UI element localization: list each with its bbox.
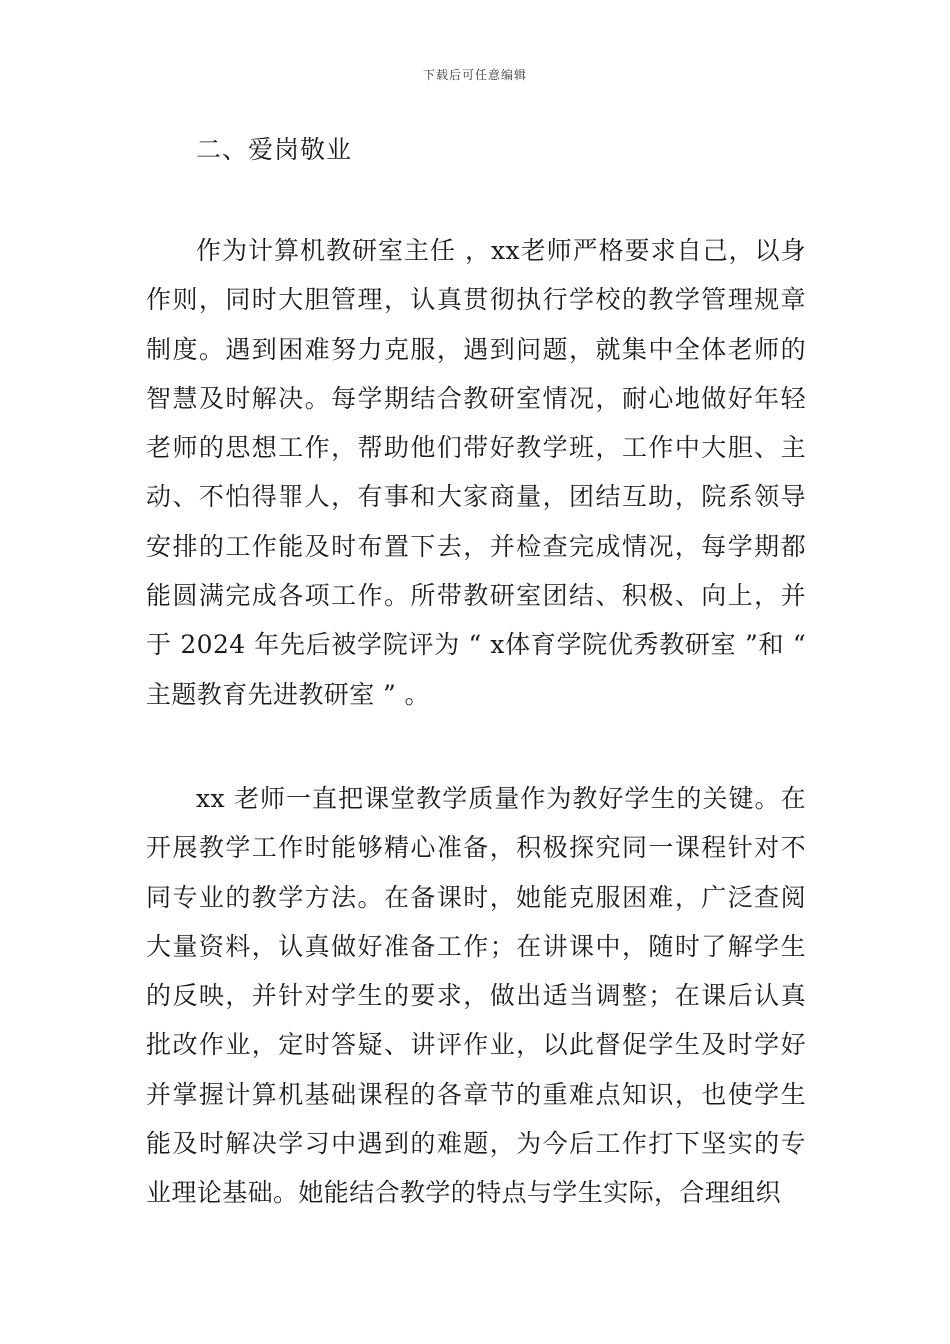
body-paragraph-1: 作为计算机教研室主任 ，xx老师严格要求自己，以身作则，同时大胆管理，认真贯彻执行学校的教学管理规章制度。遇到困难努力克服，遇到问题，就集中全体老师的智慧及时解决。每学期结合教研室情况，耐心地做好年轻老师的思想工作，帮助他们带好教学班，工作中大胆、主动、不怕得罪人，有事和大家商量，团结互助，院系领导安排的工作能及时布置下去，并检查完成情况，每学期都能圆满完成各项工作。所带教研室团结、积极、向上，并于 2024 年先后被学院评为 “ x体育学院优秀教研室 ”和 “ 主题教育先进教研室 ” 。 [146, 236, 806, 709]
body-paragraph-2: xx 老师一直把课堂教学质量作为教好学生的关键。在开展教学工作时能够精心准备，积极探究同一课程针对不同专业的教学方法。在备课时，她能克服困难，广泛查阅大量资料，认真做好准备工作；在讲课中，随时了解学生的反映，并针对学生的要求，做出适当调整；在课后认真批改作业，定时答疑、讲评作业，以此督促学生及时学好并掌握计算机基础课程的各章节的重难点知识，也使学生能及时解决学习中遇到的难题，为今后工作打下坚实的专业理论基础。她能结合教学的特点与学生实际，合理组织 [146, 784, 806, 1208]
section-heading: 二、爱岗敬业 [196, 135, 353, 164]
header-note: 下载后可任意编辑 [422, 68, 527, 82]
